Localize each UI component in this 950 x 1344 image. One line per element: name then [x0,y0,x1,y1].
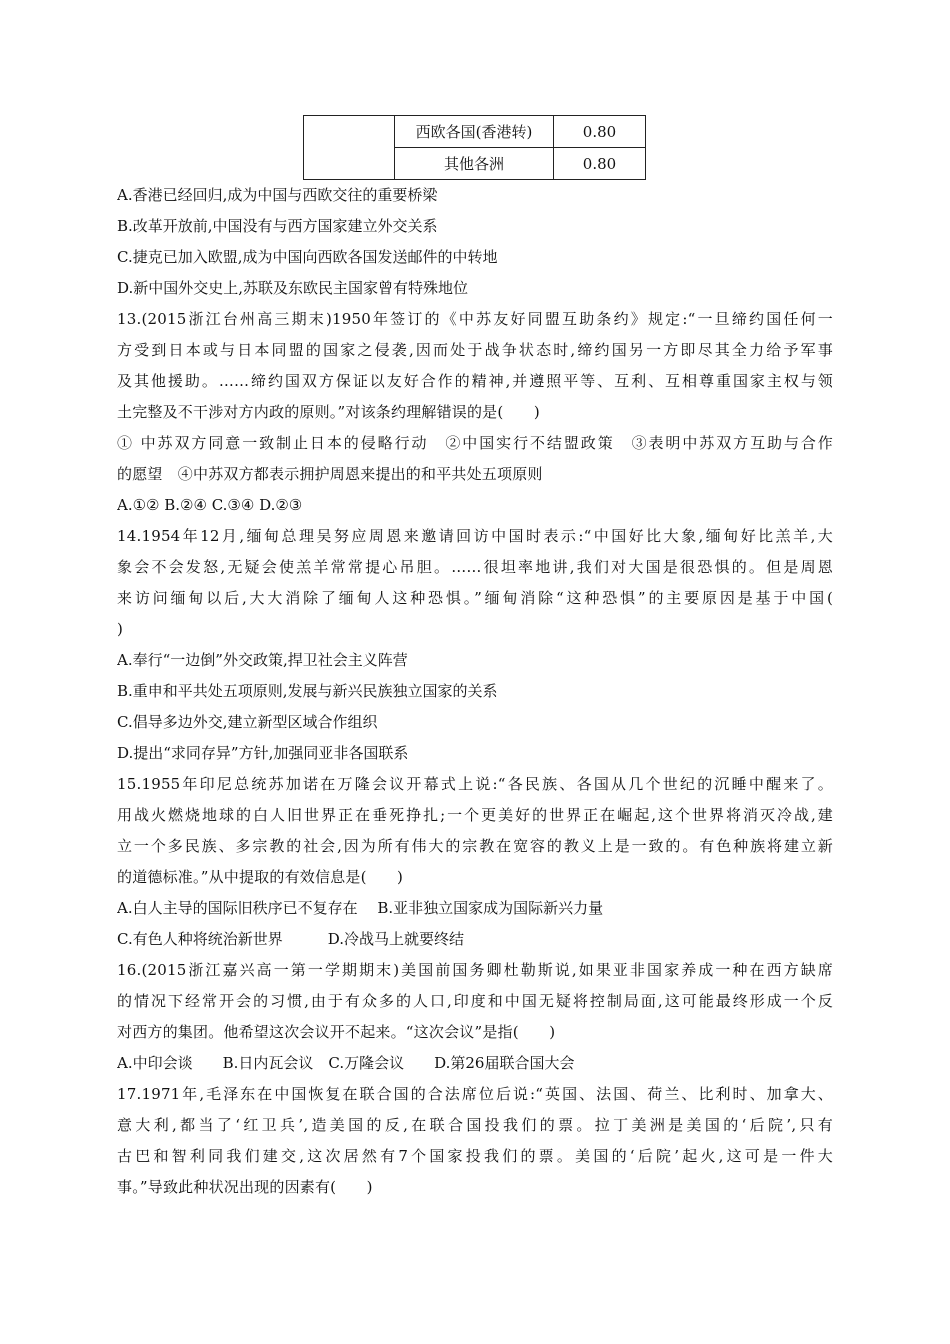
q12-option-b: B.改革开放前,中国没有与西方国家建立外交关系 [117,217,438,235]
q16-stem-line: 的情况下经常开会的习惯,由于有众多的人口,印度和中国无疑将控制局面,这可能最终形成一个反 [117,992,833,1010]
q15-options-cd: C.有色人种将统治新世界 D.冷战马上就要终结 [117,930,464,948]
table-blank-cell [304,116,395,180]
q13-statements-line: ① 中苏双方同意一致制止日本的侵略行动 ②中国实行不结盟政策 ③表明中苏双方互助与合作 [117,434,833,452]
table-cell-value: 0.80 [554,148,646,180]
table-row [304,116,646,148]
question-content [117,180,833,1203]
q14-stem-line: 来访问缅甸以后,大大消除了缅甸人这种恐惧。”缅甸消除“这种恐惧”的主要原因是基于中国( [117,589,833,607]
q12-option-d: D.新中国外交史上,苏联及东欧民主国家曾有特殊地位 [117,279,469,297]
table-cell-destination: 西欧各国(香港转) [395,116,554,148]
q13-stem-line: 13.(2015浙江台州高三期末)1950年签订的《中苏友好同盟互助条约》规定:“一旦缔约国任何一 [117,310,833,328]
q15-stem-line: 用战火燃烧地球的白人旧世界正在垂死挣扎;一个更美好的世界正在崛起,这个世界将消灭冷战,建 [117,806,833,824]
q17-stem-line: 意大利,都当了‘红卫兵’,造美国的反,在联合国投我们的票。拉丁美洲是美国的‘后院’,只有 [117,1116,833,1134]
q12-option-c: C.捷克已加入欧盟,成为中国向西欧各国发送邮件的中转地 [117,248,498,266]
q14-option-b: B.重申和平共处五项原则,发展与新兴民族独立国家的关系 [117,682,498,700]
q17-stem-line: 事。”导致此种状况出现的因素有( ) [117,1178,373,1196]
q16-options: A.中印会谈 B.日内瓦会议 C.万隆会议 D.第26届联合国大会 [117,1054,575,1072]
q14-stem-line: ) [117,620,124,638]
q12-option-a: A.香港已经回归,成为中国与西欧交往的重要桥梁 [117,186,438,204]
q13-stem-line: 及其他援助。……缔约国双方保证以友好合作的精神,并遵照平等、互利、互相尊重国家主权与领 [117,372,833,390]
q14-option-a: A.奉行“一边倒”外交政策,捍卫社会主义阵营 [117,651,408,669]
q13-stem-line: 方受到日本或与日本同盟的国家之侵袭,因而处于战争状态时,缔约国另一方即尽其全力给予军事 [117,341,833,359]
postage-rate-table [303,115,646,180]
q14-option-d: D.提出“求同存异”方针,加强同亚非各国联系 [117,744,409,762]
q14-stem-line: 象会不会发怒,无疑会使羔羊常常提心吊胆。……很坦率地讲,我们对大国是很恐惧的。但是周恩 [117,558,833,576]
table-cell-destination: 其他各洲 [395,148,554,180]
q15-stem-line: 的道德标准。”从中提取的有效信息是( ) [117,868,404,886]
q16-stem-line: 16.(2015浙江嘉兴高一第一学期期末)美国前国务卿杜勒斯说,如果亚非国家养成一种在西方缺席 [117,961,833,979]
q17-stem-line: 古巴和智利同我们建交,这次居然有7个国家投我们的票。美国的‘后院’起火,这可是一件大 [117,1147,833,1165]
q13-statements-line: 的愿望 ④中苏双方都表示拥护周恩来提出的和平共处五项原则 [117,465,543,483]
q15-stem-line: 立一个多民族、多宗教的社会,因为所有伟大的宗教在宽容的教义上是一致的。有色种族将建立新 [117,837,833,855]
q15-options-ab: A.白人主导的国际旧秩序已不复存在 B.亚非独立国家成为国际新兴力量 [117,899,604,917]
q13-stem-line: 土完整及不干涉对方内政的原则。”对该条约理解错误的是( ) [117,403,540,421]
q17-stem-line: 17.1971年,毛泽东在中国恢复在联合国的合法席位后说:“英国、法国、荷兰、比利时、加拿大、 [117,1085,833,1103]
q14-stem-line: 14.1954年12月,缅甸总理吴努应周恩来邀请回访中国时表示:“中国好比大象,缅甸好比羔羊,大 [117,527,833,545]
q14-option-c: C.倡导多边外交,建立新型区域合作组织 [117,713,378,731]
table-cell-value: 0.80 [554,116,646,148]
q16-stem-line: 对西方的集团。他希望这次会议开不起来。“这次会议”是指( ) [117,1023,556,1041]
q13-options: A.①② B.②④ C.③④ D.②③ [117,496,303,514]
q15-stem-line: 15.1955年印尼总统苏加诺在万隆会议开幕式上说:“各民族、各国从几个世纪的沉睡中醒来了。 [117,775,833,793]
